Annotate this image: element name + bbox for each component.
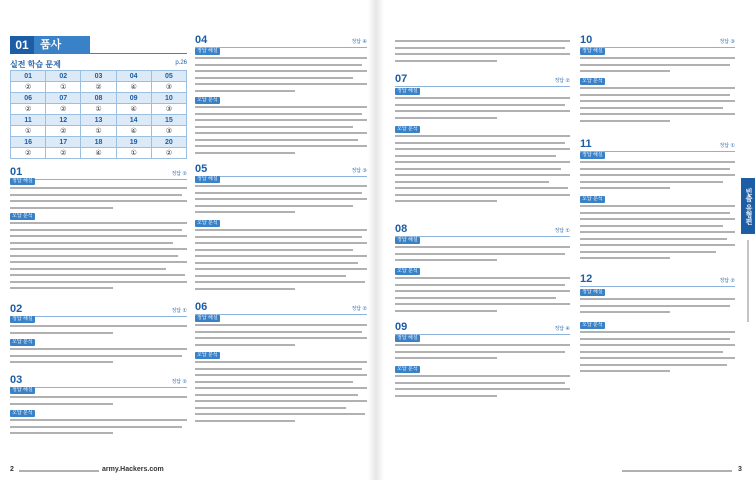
text-line <box>195 185 367 187</box>
continued-text <box>395 40 570 66</box>
question-number: 10 <box>580 34 593 46</box>
wrong-answer-label: 오답 분석 <box>12 339 33 345</box>
text-line <box>195 242 367 244</box>
text-line <box>195 361 367 363</box>
grid-question-number: 04 <box>116 71 151 82</box>
explanation-label: 정답 해설 <box>397 88 418 94</box>
side-tab-caption <box>747 240 749 322</box>
grid-question-number: 14 <box>116 115 151 126</box>
grid-answer-row <box>11 104 187 115</box>
question-04-header <box>195 34 367 48</box>
question-answer: 정답 ② <box>351 306 367 312</box>
text-line <box>195 205 353 207</box>
explanation-label: 정답 해설 <box>582 48 603 54</box>
text-line <box>195 229 367 231</box>
text-line <box>195 281 365 283</box>
grid-answer: ④ <box>81 148 116 159</box>
explanation-label: 정답 해설 <box>197 315 218 321</box>
wrong-answer-text <box>395 375 570 401</box>
grid-answer: ③ <box>151 104 186 115</box>
text-line <box>195 275 346 277</box>
text-line <box>395 290 570 292</box>
text-line <box>580 70 670 72</box>
text-line <box>195 119 367 121</box>
text-line <box>580 370 670 372</box>
grid-answer: ③ <box>151 82 186 93</box>
grid-question-number: 16 <box>11 137 46 148</box>
text-line <box>10 419 187 421</box>
question-number: 12 <box>580 273 593 285</box>
wrong-answer-label: 오답 분석 <box>582 196 603 202</box>
question-number: 04 <box>195 34 208 46</box>
text-line <box>195 400 367 402</box>
text-line <box>580 113 735 115</box>
practice-page-ref: p.26 <box>175 60 187 66</box>
question-number: 11 <box>580 138 592 150</box>
wrong-answer-label: 오답 분석 <box>582 322 603 328</box>
text-line <box>395 351 565 353</box>
chapter-number: 01 <box>10 36 34 54</box>
question-answer: 정답 ② <box>171 379 187 385</box>
text-line <box>195 70 367 72</box>
text-line <box>580 225 723 227</box>
text-line <box>580 338 730 340</box>
question-answer: 정답 ④ <box>351 39 367 45</box>
wrong-answer-label: 오답 분석 <box>197 97 218 103</box>
wrong-answer-text <box>395 135 570 207</box>
grid-answer-row <box>11 126 187 137</box>
text-line <box>580 64 730 66</box>
text-line <box>195 420 295 422</box>
explanation-label: 정답 해설 <box>582 152 603 158</box>
text-line <box>580 344 735 346</box>
right-page-column-1 <box>395 0 570 462</box>
grid-answer: ① <box>11 126 46 137</box>
explanation-text <box>395 344 570 364</box>
text-line <box>195 211 295 213</box>
text-line <box>395 104 565 106</box>
wrong-answer-text <box>580 87 735 126</box>
text-line <box>195 90 295 92</box>
text-line <box>580 161 735 163</box>
answer-grid <box>10 70 187 159</box>
grid-answer-row <box>11 82 187 93</box>
text-line <box>395 388 570 390</box>
left-footer-text <box>19 470 99 472</box>
text-line <box>580 351 723 353</box>
text-line <box>395 142 565 144</box>
text-line <box>195 192 362 194</box>
left-page-column-2 <box>195 0 367 462</box>
text-line <box>395 375 570 377</box>
grid-answer: ① <box>116 148 151 159</box>
text-line <box>195 126 353 128</box>
footer-url: army.Hackers.com <box>102 466 164 473</box>
question-08-header <box>395 223 570 237</box>
grid-question-number: 06 <box>11 93 46 104</box>
text-line <box>10 403 113 405</box>
question-01-header <box>10 166 187 180</box>
right-page-number: 3 <box>738 466 742 473</box>
question-number: 03 <box>10 374 23 386</box>
text-line <box>395 382 565 384</box>
explanation-text <box>10 396 187 409</box>
text-line <box>580 181 723 183</box>
grid-question-number: 20 <box>151 137 186 148</box>
grid-number-row <box>11 137 187 148</box>
explanation-text <box>395 246 570 266</box>
grid-question-number: 10 <box>151 93 186 104</box>
text-line <box>395 303 570 305</box>
page-gutter <box>368 0 384 480</box>
question-number: 01 <box>10 166 23 178</box>
text-line <box>395 155 556 157</box>
text-line <box>395 259 497 261</box>
text-line <box>195 255 367 257</box>
grid-question-number: 17 <box>46 137 81 148</box>
text-line <box>10 274 185 276</box>
text-line <box>580 298 735 300</box>
grid-answer: ② <box>151 148 186 159</box>
text-line <box>195 77 353 79</box>
explanation-text <box>195 185 367 218</box>
text-line <box>195 288 295 290</box>
text-line <box>395 277 570 279</box>
question-answer: 정답 ③ <box>351 168 367 174</box>
wrong-answer-text <box>395 277 570 316</box>
text-line <box>395 174 570 176</box>
explanation-text <box>10 325 187 338</box>
text-line <box>195 407 346 409</box>
text-line <box>395 297 556 299</box>
wrong-answer-text <box>195 361 367 426</box>
right-page-column-2 <box>580 0 735 462</box>
text-line <box>580 331 735 333</box>
text-line <box>195 152 295 154</box>
text-line <box>195 57 367 59</box>
text-line <box>10 229 182 231</box>
question-answer: 정답 ② <box>171 171 187 177</box>
question-11-header <box>580 138 735 152</box>
question-number: 06 <box>195 301 208 313</box>
text-line <box>580 231 735 233</box>
wrong-answer-label: 오답 분석 <box>582 78 603 84</box>
explanation-text <box>580 298 735 318</box>
question-12-header <box>580 273 735 287</box>
wrong-answer-label: 오답 분석 <box>397 268 418 274</box>
text-line <box>580 218 735 220</box>
text-line <box>195 324 367 326</box>
text-line <box>395 200 497 202</box>
question-09-header <box>395 321 570 335</box>
grid-answer: ② <box>46 148 81 159</box>
question-answer: 정답 ④ <box>554 326 570 332</box>
text-line <box>10 242 173 244</box>
grid-question-number: 18 <box>81 137 116 148</box>
text-line <box>10 235 187 237</box>
explanation-text <box>580 57 735 77</box>
text-line <box>395 357 497 359</box>
text-line <box>10 261 187 263</box>
text-line <box>195 106 367 108</box>
text-line <box>395 168 561 170</box>
text-line <box>195 145 367 147</box>
text-line <box>580 94 730 96</box>
chapter-divider <box>90 53 187 54</box>
explanation-label: 정답 해설 <box>582 289 603 295</box>
question-answer: 정답 ② <box>554 78 570 84</box>
explanation-label: 정답 해설 <box>197 176 218 182</box>
grid-answer: ② <box>46 126 81 137</box>
text-line <box>580 174 735 176</box>
question-number: 09 <box>395 321 408 333</box>
question-answer: 정답 ② <box>719 278 735 284</box>
grid-number-row <box>11 71 187 82</box>
wrong-answer-text <box>195 106 367 158</box>
explanation-label: 정답 해설 <box>397 335 418 341</box>
wrong-answer-label: 오답 분석 <box>12 410 33 416</box>
text-line <box>195 236 362 238</box>
text-line <box>195 387 367 389</box>
grid-answer: ② <box>11 82 46 93</box>
text-line <box>580 238 727 240</box>
text-line <box>395 187 568 189</box>
text-line <box>580 357 735 359</box>
text-line <box>395 53 570 55</box>
text-line <box>395 194 570 196</box>
text-line <box>395 110 570 112</box>
grid-question-number: 13 <box>81 115 116 126</box>
text-line <box>10 426 182 428</box>
text-line <box>10 268 166 270</box>
text-line <box>10 248 187 250</box>
left-page-column-1 <box>10 0 187 462</box>
text-line <box>10 325 187 327</box>
explanation-text <box>395 97 570 123</box>
text-line <box>580 120 670 122</box>
grid-question-number: 03 <box>81 71 116 82</box>
text-line <box>10 187 187 189</box>
text-line <box>580 57 735 59</box>
text-line <box>395 97 570 99</box>
grid-answer: ② <box>81 82 116 93</box>
grid-question-number: 15 <box>151 115 186 126</box>
wrong-answer-label: 오답 분석 <box>12 213 33 219</box>
text-line <box>580 364 727 366</box>
question-03-header <box>10 374 187 388</box>
text-line <box>395 246 570 248</box>
text-line <box>580 205 735 207</box>
wrong-answer-text <box>195 229 367 294</box>
text-line <box>195 132 367 134</box>
grid-answer: ① <box>81 126 116 137</box>
question-07-header <box>395 73 570 87</box>
text-line <box>395 284 565 286</box>
text-line <box>395 148 570 150</box>
grid-question-number: 12 <box>46 115 81 126</box>
question-number: 07 <box>395 73 408 85</box>
text-line <box>10 396 187 398</box>
grid-question-number: 02 <box>46 71 81 82</box>
wrong-answer-label: 오답 분석 <box>397 366 418 372</box>
text-line <box>580 87 735 89</box>
question-number: 05 <box>195 163 208 175</box>
grid-answer: ② <box>46 104 81 115</box>
grid-question-number: 19 <box>116 137 151 148</box>
text-line <box>580 168 730 170</box>
text-line <box>580 107 723 109</box>
text-line <box>195 337 367 339</box>
chapter-title: 품사 <box>34 36 90 54</box>
left-page-number: 2 <box>10 466 14 473</box>
text-line <box>395 47 565 49</box>
grid-number-row <box>11 93 187 104</box>
grid-question-number: 09 <box>116 93 151 104</box>
explanation-label: 정답 해설 <box>197 48 218 54</box>
question-number: 08 <box>395 223 408 235</box>
text-line <box>580 212 730 214</box>
text-line <box>580 311 670 313</box>
text-line <box>395 161 570 163</box>
text-line <box>580 244 735 246</box>
wrong-answer-text <box>10 348 187 368</box>
wrong-answer-text <box>580 205 735 264</box>
explanation-text <box>10 187 187 213</box>
text-line <box>195 262 358 264</box>
grid-answer: ① <box>46 82 81 93</box>
grid-question-number: 11 <box>11 115 46 126</box>
explanation-label: 정답 해설 <box>12 316 33 322</box>
text-line <box>195 374 367 376</box>
wrong-answer-label: 오답 분석 <box>197 352 218 358</box>
explanation-text <box>195 324 367 350</box>
text-line <box>10 194 182 196</box>
text-line <box>395 310 497 312</box>
question-10-header <box>580 34 735 48</box>
text-line <box>195 83 367 85</box>
text-line <box>10 287 113 289</box>
question-02-header <box>10 303 187 317</box>
wrong-answer-label: 오답 분석 <box>197 220 218 226</box>
question-answer: 정답 ① <box>719 143 735 149</box>
text-line <box>10 207 113 209</box>
explanation-label: 정답 해설 <box>397 237 418 243</box>
text-line <box>10 281 187 283</box>
text-line <box>195 381 353 383</box>
grid-answer: ④ <box>116 82 151 93</box>
text-line <box>10 255 178 257</box>
text-line <box>195 198 367 200</box>
text-line <box>10 355 182 357</box>
text-line <box>195 64 362 66</box>
text-line <box>195 249 353 251</box>
grid-question-number: 05 <box>151 71 186 82</box>
explanation-text <box>195 57 367 96</box>
grid-answer: ② <box>11 104 46 115</box>
text-line <box>580 257 670 259</box>
text-line <box>195 268 367 270</box>
text-line <box>395 395 497 397</box>
right-footer-text <box>622 470 732 472</box>
text-line <box>395 253 565 255</box>
text-line <box>195 344 295 346</box>
text-line <box>10 348 187 350</box>
question-answer: 정답 ① <box>171 308 187 314</box>
text-line <box>580 305 730 307</box>
text-line <box>580 251 716 253</box>
text-line <box>10 432 113 434</box>
question-05-header <box>195 163 367 177</box>
explanation-text <box>580 161 735 194</box>
text-line <box>195 139 358 141</box>
text-line <box>195 394 358 396</box>
question-number: 02 <box>10 303 23 315</box>
text-line <box>10 361 113 363</box>
wrong-answer-text <box>10 419 187 439</box>
grid-answer: ④ <box>116 104 151 115</box>
explanation-label: 정답 해설 <box>12 387 33 393</box>
text-line <box>580 100 735 102</box>
grid-answer: ④ <box>116 126 151 137</box>
grid-question-number: 01 <box>11 71 46 82</box>
wrong-answer-text <box>580 331 735 377</box>
text-line <box>195 413 365 415</box>
wrong-answer-text <box>10 222 187 294</box>
question-06-header <box>195 301 367 315</box>
practice-title: 실전 학습 문제 <box>10 60 61 69</box>
question-answer: 정답 ③ <box>719 39 735 45</box>
grid-answer-row <box>11 148 187 159</box>
text-line <box>10 332 113 334</box>
text-line <box>395 40 570 42</box>
grid-number-row <box>11 115 187 126</box>
text-line <box>395 181 549 183</box>
grid-answer: ① <box>81 104 116 115</box>
text-line <box>195 368 362 370</box>
question-answer: 정답 ① <box>554 228 570 234</box>
text-line <box>395 60 497 62</box>
text-line <box>10 200 187 202</box>
text-line <box>195 331 362 333</box>
grid-answer: ② <box>11 148 46 159</box>
text-line <box>395 135 570 137</box>
grid-answer: ③ <box>151 126 186 137</box>
section-side-tab: 빈출 유형편 <box>741 178 755 234</box>
grid-question-number: 08 <box>81 93 116 104</box>
explanation-label: 정답 해설 <box>12 178 33 184</box>
text-line <box>395 344 570 346</box>
text-line <box>580 187 670 189</box>
grid-question-number: 07 <box>46 93 81 104</box>
text-line <box>10 222 187 224</box>
wrong-answer-label: 오답 분석 <box>397 126 418 132</box>
text-line <box>395 117 497 119</box>
text-line <box>195 113 362 115</box>
